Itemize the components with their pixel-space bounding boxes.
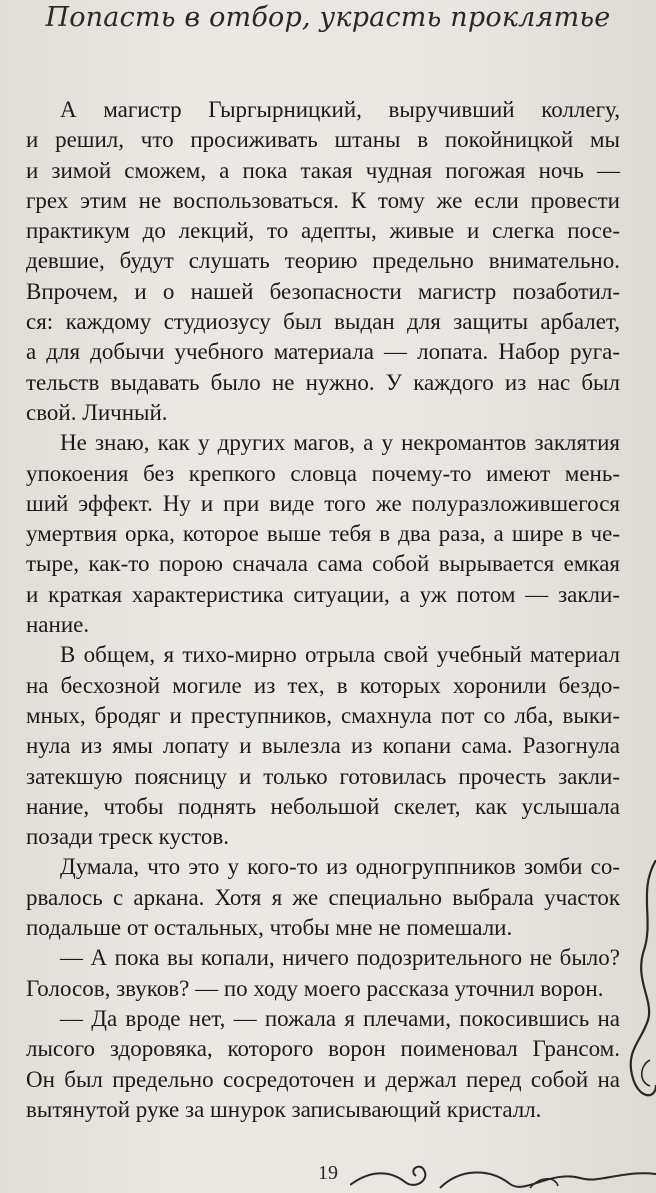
flourish-ornament-right xyxy=(620,860,656,1120)
text-line: рвалось с аркана. Хотя я же специально выбрала участок xyxy=(26,884,620,910)
text-line: вытянутой руке за шнурок записывающий кристалл. xyxy=(26,1096,542,1122)
text-line: тыре, как-то порою сначала сама собой вырывается емкая xyxy=(26,551,620,577)
text-line: В общем, я тихо-мирно отрыла свой учебный материал xyxy=(60,642,620,668)
body-text xyxy=(26,95,620,1125)
text-line: и краткая характеристика ситуации, а уж потом — закли- xyxy=(26,581,620,607)
page-number: 19 xyxy=(318,1162,338,1184)
text-line: на бесхозной могиле из тех, в которых хоронили бездо- xyxy=(26,672,620,698)
text-line: лысого здоровяка, которого ворон поименовал Грансом. xyxy=(26,1036,620,1062)
text-line: затекшую поясницу и только готовилась прочесть закли- xyxy=(26,763,620,789)
text-line: а для добычи учебного материала — лопата. Набор руга- xyxy=(26,339,620,365)
text-line: Он был предельно сосредоточен и держал перед собой на xyxy=(26,1066,620,1092)
text-line: практикум до лекций, то адепты, живые и слегка посе- xyxy=(26,218,620,244)
text-line: свой. Личный. xyxy=(26,399,168,425)
text-line: упокоения без крепкого словца почему-то имеют мень- xyxy=(26,460,620,486)
text-line: ся: каждому студиозусу был выдан для защиты арбалет, xyxy=(26,309,620,335)
text-line: Не знаю, как у других магов, а у некромантов заклятия xyxy=(60,430,620,456)
running-head: Попасть в отбор, украсть проклятье xyxy=(45,2,611,33)
text-line: девшие, будут слушать теорию предельно внимательно. xyxy=(26,248,620,274)
text-line: Голосов, звуков? — по ходу моего рассказа уточнил ворон. xyxy=(26,975,604,1001)
text-line: — Да вроде нет, — пожала я плечами, покосившись на xyxy=(60,1005,620,1031)
text-line: и зимой сможем, а пока такая чудная погожая ночь — xyxy=(26,157,620,183)
text-line: Впрочем, и о нашей безопасности магистр позаботил- xyxy=(26,278,620,304)
text-line: нула из ямы лопату и вылезла из копани сама. Разогнула xyxy=(26,733,620,759)
text-line: позади треск кустов. xyxy=(26,824,230,850)
text-line: А магистр Гыргырницкий, выручивший коллегу, xyxy=(60,97,620,122)
text-line: подальше от остальных, чтобы мне не помешали. xyxy=(26,915,513,941)
text-line: грех этим не воспользоваться. К тому же если провести xyxy=(26,187,620,213)
text-line: нание. xyxy=(26,612,90,638)
text-line: и решил, что просиживать штаны в покойницкой мы xyxy=(26,127,620,153)
text-line: тельств выдавать было не нужно. У каждого из нас был xyxy=(26,369,620,395)
text-line: — А пока вы копали, ничего подозрительного не было? xyxy=(60,945,620,971)
text-line: мных, бродяг и преступников, смахнула пот со лба, выки- xyxy=(26,702,620,728)
text-line: ший эффект. Ну и при виде того же полуразложившегося xyxy=(26,490,620,516)
text-line: умертвия орка, которое выше тебя в два раза, а шире в че- xyxy=(26,521,620,547)
text-line: Думала, что это у кого-то из одногруппников зомби со- xyxy=(60,854,620,880)
text-line: нание, чтобы поднять небольшой скелет, как услышала xyxy=(26,793,620,819)
